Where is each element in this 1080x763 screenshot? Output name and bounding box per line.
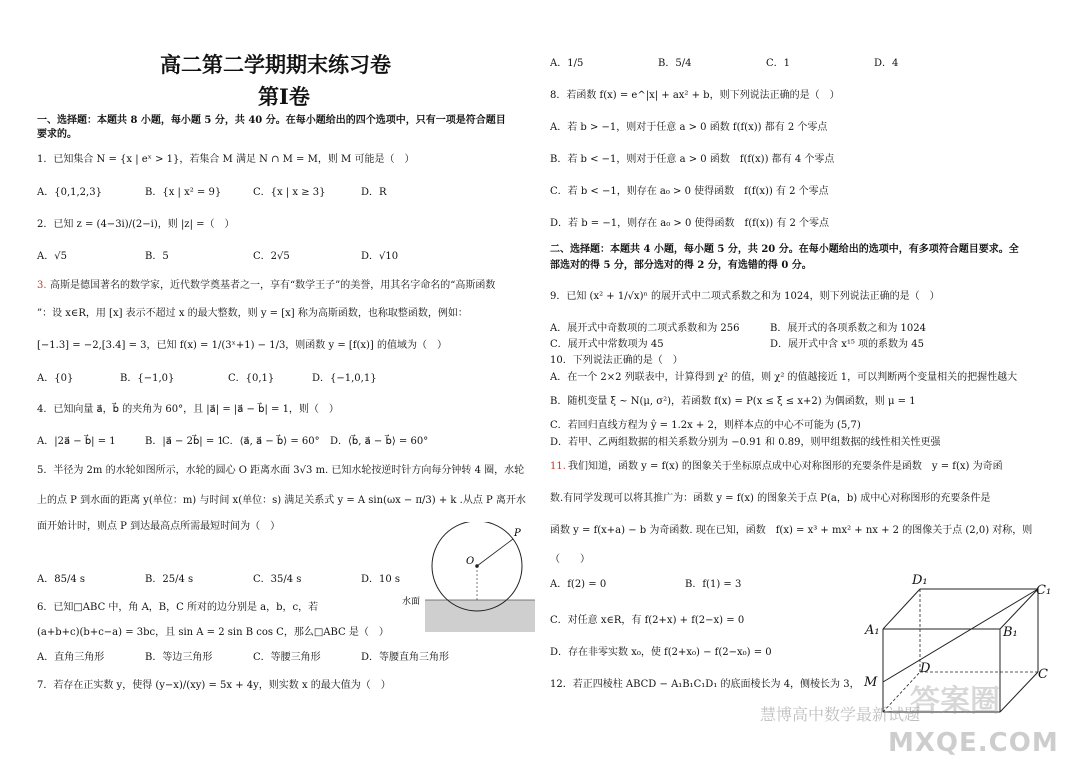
q11-number: 11. (550, 461, 566, 472)
section1-header-cont: 要求的。 (37, 129, 77, 140)
q10-option-a: A．在一个 2×2 列联表中，计算得到 χ² 的值，则 χ² 的值越接近 1，可以判断两个变量相关的把握性越大 (550, 372, 1018, 383)
q11-option-b: B．f(1) = 3 (685, 579, 742, 590)
fig-label-m: M (864, 675, 878, 690)
q3-option-c: C．{0,1} (228, 373, 275, 384)
watermark-logo: 答案圈 (910, 684, 1000, 719)
q11-option-d: D．存在非零实数 x₀，使 f(2+x₀) − f(2−x₀) = 0 (550, 647, 772, 658)
q6-option-d: D．等腰直角三角形 (361, 652, 450, 663)
q3-option-a: A．{0} (37, 373, 74, 384)
q7-option-c: C．1 (766, 58, 791, 69)
q8-option-b: B．若 b < −1，则对于任意 a > 0 函数 f(f(x)) 都有 4 个零点 (550, 154, 835, 165)
watermark-site: MXQE.COM (888, 728, 1059, 758)
section2-header: 二、选择题：本题共 4 小题，每小题 5 分，共 20 分。在每小题给出的选项中，有多项符合题目要求。全 (550, 244, 1019, 255)
q8-option-d: D．若 b = −1，则存在 a₀ > 0 使得函数 f(f(x)) 有 2 个零点 (550, 218, 830, 229)
q5-line3: 面开始计时，则点 P 到达最高点所需最短时间为（ ） (37, 521, 281, 532)
q1-option-b: B．{x | x² = 9} (145, 187, 222, 198)
section2-header-cont: 部选对的得 5 分，部分选对的得 2 分，有选错的得 0 分。 (550, 260, 812, 271)
q10-option-b: B．随机变量 ξ ~ N(μ, σ²)，若函数 f(x) = P(x ≤ ξ ≤ x+2) 为偶函数，则 μ = 1 (550, 396, 916, 407)
q2-option-c: C．2√5 (253, 251, 290, 262)
fig-label-water: 水面 (402, 597, 421, 607)
q10-stem: 10．下列说法正确的是（ ） (550, 355, 683, 366)
fig-label-o: O (466, 556, 475, 567)
q5-option-c: C．35/4 s (253, 574, 302, 585)
q7-option-a: A．1/5 (550, 58, 584, 69)
q12-stem: 12．若正四棱柱 ABCD − A₁B₁C₁D₁ 的底面棱长为 4，侧棱长为 3， (550, 679, 860, 690)
q9-stem: 9．已知 (x² + 1/√x)ⁿ 的展开式中二项式系数之和为 1024，则下列说法正确的是（ ） (550, 291, 940, 302)
q5-option-a: A．85/4 s (37, 574, 85, 585)
q8-option-c: C．若 b < −1，则存在 a₀ > 0 使得函数 f(f(x)) 有 2 个零点 (550, 186, 829, 197)
fig-label-b1: B₁ (1003, 625, 1018, 640)
q9-option-d: D．展开式中含 x¹⁵ 项的系数为 45 (770, 339, 924, 350)
q3-option-d: D．{−1,0,1} (312, 373, 377, 384)
q2-option-a: A．√5 (37, 251, 67, 262)
q11-option-a: A．f(2) = 0 (550, 579, 607, 590)
q1-option-a: A．{0,1,2,3} (37, 187, 102, 198)
watermark-text: 慧博高中数学最新试题 (760, 705, 921, 724)
q4-option-a: A．|2a⃗ − b⃗| = 1 (37, 436, 116, 447)
q3-line1: 高斯是德国著名的数学家，近代数学奠基者之一，享有“数学王子”的美誉，用其名字命名的“高斯函数 (50, 280, 496, 291)
q9-option-a: A．展开式中奇数项的二项式系数和为 256 (550, 323, 740, 334)
q5-option-d: D．10 s (361, 574, 401, 585)
q2-option-d: D．√10 (361, 251, 399, 262)
q1-stem: 1．已知集合 N = {x | eˣ > 1}，若集合 M 满足 N ∩ M = M，则 M 可能是（ ） (37, 154, 415, 165)
q4-option-d: D．⟨b⃗, a⃗ − b⃗⟩ = 60° (330, 436, 429, 447)
q8-stem: 8．若函数 f(x) = e^|x| + ax² + b，则下列说法正确的是（ ） (550, 90, 840, 101)
q7-option-b: B．5/4 (658, 58, 692, 69)
q7-option-d: D．4 (874, 58, 899, 69)
q6-line1: 6．已知□ABC 中，角 A，B，C 所对的边分别是 a，b，c，若 (37, 602, 319, 613)
q1-option-c: C．{x | x ≥ 3} (253, 187, 326, 198)
q3-line2: ”：设 x∈R，用 [x] 表示不超过 x 的最大整数，则 y = [x] 称为高斯函数，也称取整函数，例如： (37, 308, 468, 319)
q11-option-c: C．对任意 x∈R，有 f(2+x) + f(2−x) = 0 (550, 615, 745, 626)
q6-option-c: C．等腰三角形 (253, 652, 321, 663)
water-area (425, 600, 535, 632)
q9-option-b: B．展开式的各项系数之和为 1024 (770, 323, 926, 334)
q10-option-c: C．若回归直线方程为 ŷ = 1.2x + 2，则样本点的中心不可能为 (5,7) (550, 420, 861, 431)
q7-stem: 7．若存在正实数 y，使得 (y−x)/(xy) = 5x + 4y，则实数 x 的最大值为（ ） (37, 680, 391, 691)
water-wheel-figure (400, 522, 535, 632)
q5-option-b: B．25/4 s (145, 574, 194, 585)
fig-label-a1: A₁ (865, 623, 880, 638)
fig-label-c1: C₁ (1036, 583, 1052, 598)
q11-line4: （ ） (550, 554, 590, 565)
q5-line2: 上的点 P 到水面的距离 y(单位：m) 与时间 x(单位：s) 满足关系式 y = A sin(ωx − π/3) + k .从点 P 离开水 (37, 495, 526, 506)
q9-option-c: C．展开式中常数项为 45 (550, 339, 664, 350)
fig-label-d1: D₁ (912, 573, 928, 588)
q8-option-a: A．若 b > −1，则对于任意 a > 0 函数 f(f(x)) 都有 2 个零点 (550, 122, 828, 133)
q3-line3: [−1.3] = −2,[3.4] = 3，已知 f(x) = 1/(3ˣ+1) − 1/3，则函数 y = [f(x)] 的值域为（ ） (37, 340, 447, 351)
q11-line1: 我们知道，函数 y = f(x) 的图象关于坐标原点成中心对称图形的充要条件是函数 y = f(x) 为奇函 (568, 461, 1003, 472)
doc-title: 高二第二学期期末练习卷 (160, 52, 391, 77)
section1-header: 一、选择题：本题共 8 小题，每小题 5 分，共 40 分。在每小题给出的四个选项中，只有一项是符合题目 (37, 115, 506, 126)
q2-option-b: B．5 (145, 251, 169, 262)
q4-option-b: B．|a⃗ − 2b⃗| = 1 (145, 436, 224, 447)
q5-line1: 5．半径为 2m 的水轮如图所示，水轮的圆心 O 距离水面 3√3 m. 已知水轮按逆时针方向每分钟转 4 圈，水轮 (37, 465, 525, 476)
doc-subtitle: 第I卷 (258, 84, 310, 109)
q11-line3: 函数 y = f(x+a) − b 为奇函数. 现在已知，函数 f(x) = x³ + mx² + nx + 2 的图像关于点 (2,0) 对称，则 (550, 525, 1033, 536)
q10-option-d: D．若甲、乙两组数据的相关系数分别为 −0.91 和 0.89，则甲组数据的线性相关性更强 (550, 437, 941, 448)
q6-option-a: A．直角三角形 (37, 652, 105, 663)
fig-label-p: P (514, 528, 521, 539)
q4-stem: 4．已知向量 a⃗，b⃗ 的夹角为 60°，且 |a⃗| = |a⃗ − b⃗| = 1，则（ ） (37, 404, 339, 415)
q6-line2: (a+b+c)(b+c−a) = 3bc，且 sin A = 2 sin B cos C，那么□ABC 是（ ） (37, 627, 389, 638)
q11-line2: 数.有同学发现可以将其推广为：函数 y = f(x) 的图象关于点 P(a，b) 成中心对称图形的充要条件是 (550, 493, 991, 504)
q4-option-c: C．⟨a⃗, a⃗ − b⃗⟩ = 60° (222, 436, 320, 447)
q3-number: 3. (37, 280, 47, 291)
q6-option-b: B．等边三角形 (145, 652, 213, 663)
q2-stem: 2．已知 z = (4−3i)/(2−i)，则 |z| =（ ） (37, 219, 235, 230)
q1-option-d: D．R (361, 187, 387, 198)
q3-option-b: B．{−1,0} (120, 373, 175, 384)
fig-label-c: C (1038, 667, 1048, 682)
fig-label-d: D (920, 661, 931, 676)
